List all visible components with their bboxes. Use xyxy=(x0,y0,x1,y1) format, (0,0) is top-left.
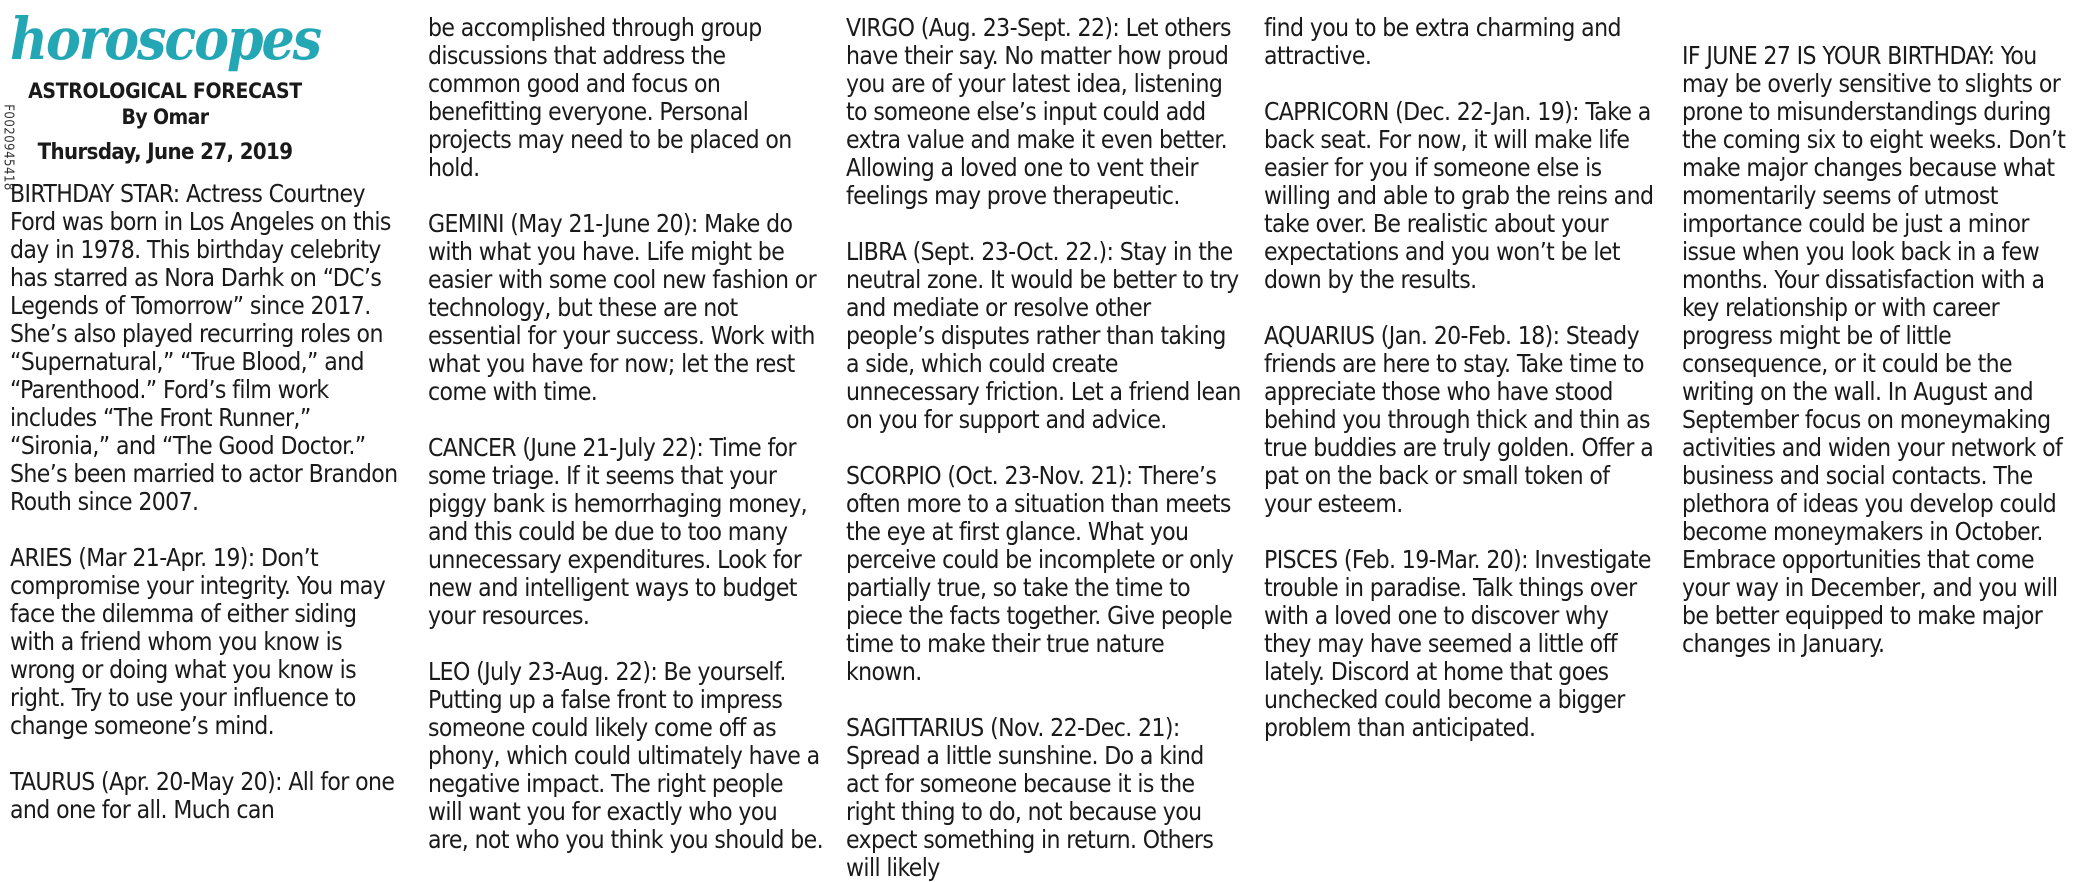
gemini-entry: GEMINI (May 21-June 20): Make do with what you have. Life might be easier with some cool new fashion or technology, but these are not essential for your success. Work with what you have for now; let the rest come with time. xyxy=(428,209,817,406)
byline: By Omar xyxy=(121,105,209,129)
aquarius-entry: AQUARIUS (Jan. 20-Feb. 18): Steady friends are here to stay. Take time to appreciate those who have stood behind you through thick and thin as true buddies are truly golden. Offer a pat on the back or small token of your esteem. xyxy=(1264,321,1654,518)
side-code: F0020945418 xyxy=(0,104,16,191)
horoscopes-logo: horoscopes xyxy=(10,5,321,73)
birthday-star-entry: BIRTHDAY STAR: Actress Courtney Ford was born in Los Angeles on this day in 1978. This birthday celebrity has starred as Nora Darhk on “DC’s Legends of Tomorrow” since 2017. She’s also played recurring roles on “Supernatural,” “True Blood,” and “Parenthood.” Ford’s film work includes “The Front Runner,” “Sironia,” and “The Good Doctor.” She’s been married to actor Brandon Routh since 2007. xyxy=(10,179,398,516)
leo-entry: LEO (July 23-Aug. 22): Be yourself. Putting up a false front to impress someone could likely come off as phony, which could ultimately have a negative impact. The right people will want you for exactly who you are, not who you think you should be. xyxy=(428,657,824,854)
column-1 xyxy=(10,5,405,824)
pisces-entry: PISCES (Feb. 19-Mar. 20): Investigate trouble in paradise. Talk things over with a loved one to discover why they may have seemed a little off lately. Discord at home that goes unchecked could become a bigger problem than anticipated. xyxy=(1264,545,1651,742)
aries-entry: ARIES (Mar 21-Apr. 19): Don’t compromise your integrity. You may face the dilemma of either siding with a friend whom you know is wrong or doing what you know is right. Try to use your influence to change someone’s mind. xyxy=(10,543,386,740)
taurus-entry-part-2: be accomplished through group discussions that address the common good and focus on benefitting everyone. Personal projects may need to be placed on hold. xyxy=(428,13,792,182)
column-5 xyxy=(1682,42,2077,658)
sagittarius-entry-part-1: SAGITTARIUS (Nov. 22-Dec. 21): Spread a little sunshine. Do a kind act for someone because it is the right thing to do, not because you expect something in return. Others will likely xyxy=(846,713,1214,882)
cancer-entry: CANCER (June 21-July 22): Time for some triage. If it seems that your piggy bank is hemorrhaging money, and this could be due to too many unnecessary expenditures. Look for new and intelligent ways to budget your resources. xyxy=(428,433,808,630)
sagittarius-entry-part-2: find you to be extra charming and attractive. xyxy=(1264,13,1621,70)
virgo-entry: VIRGO (Aug. 23-Sept. 22): Let others have their say. No matter how proud you are of your latest idea, listening to someone else’s input could add extra value and make it even better. Allowing a loved one to vent their feelings may prove therapeutic. xyxy=(846,13,1231,210)
column-4 xyxy=(1264,14,1659,742)
capricorn-entry: CAPRICORN (Dec. 22-Jan. 19): Take a back seat. For now, it will make life easier for you if someone else is willing and able to grab the reins and take over. Be realistic about your expectations and you won’t be let down by the results. xyxy=(1264,97,1654,294)
libra-entry: LIBRA (Sept. 23-Oct. 22.): Stay in the neutral zone. It would be better to try and mediate or resolve other people’s disputes rather than taking a side, which could create unnecessary friction. Let a friend lean on you for support and advice. xyxy=(846,237,1241,434)
taurus-entry-part-1: TAURUS (Apr. 20-May 20): All for one and one for all. Much can xyxy=(10,767,395,824)
publish-date: Thursday, June 27, 2019 xyxy=(37,140,293,165)
scorpio-entry: SCORPIO (Oct. 23-Nov. 21): There’s often more to a situation than meets the eye at first glance. What you perceive could be incomplete or only partially true, so take the time to piece the facts together. Give people time to make their true nature known. xyxy=(846,461,1234,686)
column-2 xyxy=(428,14,823,854)
birthday-entry: IF JUNE 27 IS YOUR BIRTHDAY: You may be overly sensitive to slights or prone to misunderstandings during the coming six to eight weeks. Don’t make major changes because what momentarily seems of utmost importance could be just a minor issue when you look back in a few months. Your dissatisfaction with a key relationship or with career progress might be of little consequence, or it could be the writing on the wall. In August and September focus on moneymaking activities and widen your network of business and social contacts. The plethora of ideas you develop could become moneymakers in October. Embrace opportunities that come your way in December, and you will be better equipped to make major changes in January. xyxy=(1682,41,2066,658)
masthead xyxy=(10,5,321,166)
column-3 xyxy=(846,14,1241,882)
forecast-title: ASTROLOGICAL FORECAST xyxy=(28,79,302,103)
